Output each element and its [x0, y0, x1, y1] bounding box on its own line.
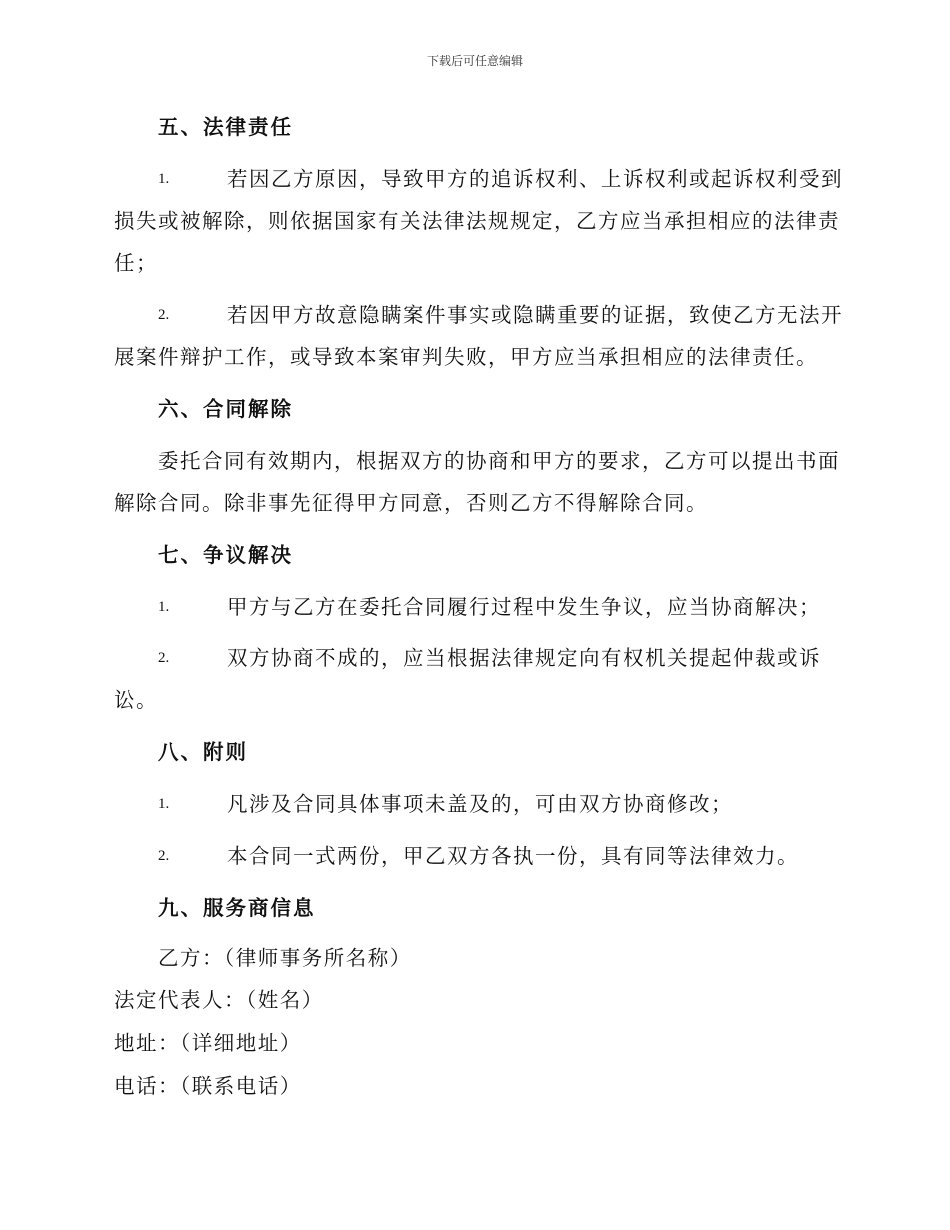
section-7-title: 七、争议解决	[158, 543, 293, 567]
legal-representative-line: 法定代表人：（姓名）	[114, 988, 324, 1012]
address-line: 地址：（详细地址）	[114, 1031, 302, 1055]
s8-item-2-number: 2.	[158, 848, 170, 864]
phone-line: 电话：（联系电话）	[114, 1074, 302, 1098]
s5-item-1-line-1: 若因乙方原因，导致甲方的追诉权利、上诉权利或起诉权利受到	[227, 167, 843, 191]
s7-item-2-line-2: 讼。	[114, 688, 158, 712]
party-b-line: 乙方：（律师事务所名称）	[158, 946, 412, 970]
page-header: 下载后可任意编辑	[426, 54, 523, 68]
s7-item-2-number: 2.	[158, 650, 170, 666]
section-6-title: 六、合同解除	[158, 397, 293, 421]
s7-item-2-line-1: 双方协商不成的，应当根据法律规定向有权机关提起仲裁或诉	[227, 646, 821, 670]
s5-item-2-line-2: 展案件辩护工作，或导致本案审判失败，甲方应当承担相应的法律责任。	[114, 345, 818, 369]
s7-item-1-line-1: 甲方与乙方在委托合同履行过程中发生争议，应当协商解决；	[227, 595, 821, 619]
s5-item-2-number: 2.	[158, 307, 170, 323]
s8-item-2-line-1: 本合同一式两份，甲乙双方各执一份，具有同等法律效力。	[227, 844, 799, 868]
section-9-title: 九、服务商信息	[158, 896, 316, 920]
section-5-title: 五、法律责任	[158, 115, 293, 139]
s8-item-1-line-1: 凡涉及合同具体事项未盖及的，可由双方协商修改；	[227, 792, 733, 816]
s5-item-1-number: 1.	[158, 171, 170, 187]
section-8-title: 八、附则	[158, 740, 248, 764]
s6-paragraph-line-1: 委托合同有效期内，根据双方的协商和甲方的要求，乙方可以提出书面	[158, 449, 840, 473]
s6-paragraph-line-2: 解除合同。除非事先征得甲方同意，否则乙方不得解除合同。	[114, 491, 708, 515]
s8-item-1-number: 1.	[158, 796, 170, 812]
s5-item-1-line-3: 任；	[114, 251, 158, 275]
s7-item-1-number: 1.	[158, 599, 170, 615]
s5-item-2-line-1: 若因甲方故意隐瞒案件事实或隐瞒重要的证据，致使乙方无法开	[227, 303, 843, 327]
s5-item-1-line-2: 损失或被解除，则依据国家有关法律法规规定，乙方应当承担相应的法律责	[114, 209, 840, 233]
